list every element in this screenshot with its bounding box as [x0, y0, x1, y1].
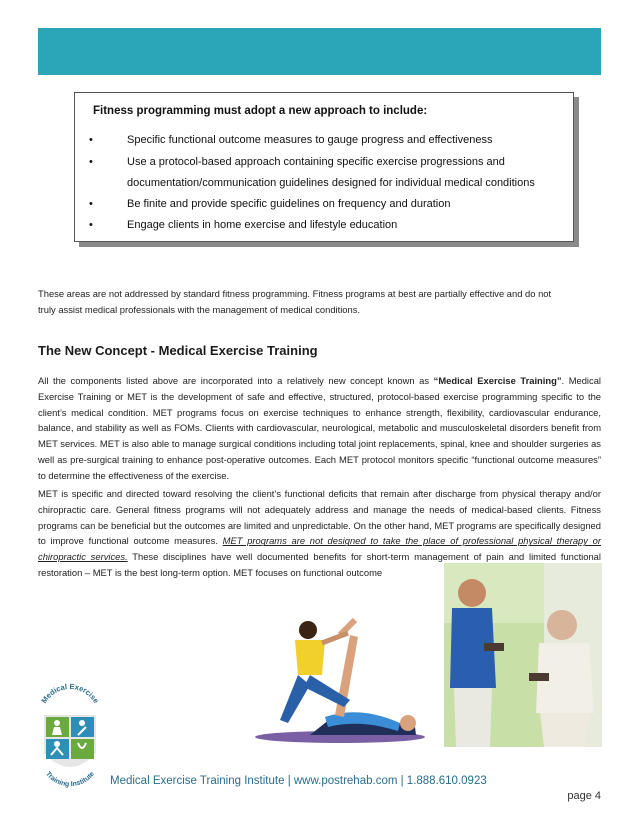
- svg-text:Medical Exercise: [39, 683, 100, 705]
- text-run: All the components listed above are incorporated into a relatively new concept known as: [38, 375, 434, 386]
- callout-title: Fitness programming must adopt a new approach to include:: [93, 105, 428, 117]
- intro-line: These areas are not addressed by standard fitness programming. Fitness programs at best are partially effective and do not: [38, 288, 552, 299]
- bullet: •: [89, 198, 93, 210]
- logo-bottom-text: Training Institute: [44, 770, 96, 789]
- callout-box: [74, 92, 574, 242]
- logo-top-text: Medical Exercise: [39, 683, 101, 705]
- bullet: •: [89, 219, 93, 231]
- callout-item: Engage clients in home exercise and lifestyle education: [127, 219, 398, 231]
- header-banner: [38, 28, 601, 75]
- intro-paragraph: [38, 286, 601, 318]
- callout-item-continuation: documentation/communication guidelines designed for individual medical conditions: [127, 177, 535, 189]
- svg-text:Training Institute: [44, 771, 96, 789]
- intro-line: truly assist medical professionals with the management of medical conditions.: [38, 303, 361, 315]
- callout-item: Be finite and provide specific guidelines on frequency and duration: [127, 198, 451, 210]
- bullet: •: [89, 156, 93, 168]
- callout-item: Use a protocol-based approach containing specific exercise progressions and: [127, 156, 505, 168]
- met-paragraph-1: [38, 373, 601, 484]
- footer-contact: Medical Exercise Training Institute | www.postrehab.com | 1.888.610.0923: [110, 775, 487, 787]
- text-run: . Medical Exercise Training or MET is the development of safe and effective, structured, protocol-based exercise programming specific to the client’s medical condition. MET programs focus on exercise techniques to enhance strength, flexibility, cardiovascular endurance, balance, and stability as well as FOMs. Clients with cardiovascular, neurological, metabolic and musculoskeletal disorders benefit from MET services. MET is also able to manage surgical conditions including total joint replacements, spinal, knee and shoulder surgeries as well as pre-surgical training to enhance post-operative outcomes. Each MET protocol monitors specific “functional outcome measures” to determine the effectiveness of the exercise.: [38, 375, 602, 481]
- text-run: MET is specific and directed toward resolving the client’s functional deficits that remain after discharge from physical therapy and/or chiropractic care. General fitness programs will not adequately address and manage the needs of medical-based clients. Fitness programs can be beneficial but the outcomes are limited and unpredictable. On the other hand, MET programs are specifically designed to improve functional outcome measures.: [38, 488, 601, 547]
- institute-logo: [34, 683, 106, 793]
- training-photo: [444, 563, 602, 747]
- met-term: “Medical Exercise Training”: [433, 375, 562, 386]
- bullet: •: [89, 134, 93, 146]
- emphasis-text: MET programs are not designed to take the place of professional physical therapy or chiropractic services.: [38, 535, 601, 563]
- section-heading: The New Concept - Medical Exercise Training: [38, 343, 318, 358]
- page-number: page 4: [567, 790, 601, 802]
- text-run: These disciplines have well documented benefits for short-term management of pain and limited functional restoration – MET is the best long-term option. MET focuses on functional outcome: [38, 551, 601, 578]
- stretching-photo: [240, 595, 430, 747]
- callout-item: Specific functional outcome measures to gauge progress and effectiveness: [127, 134, 493, 146]
